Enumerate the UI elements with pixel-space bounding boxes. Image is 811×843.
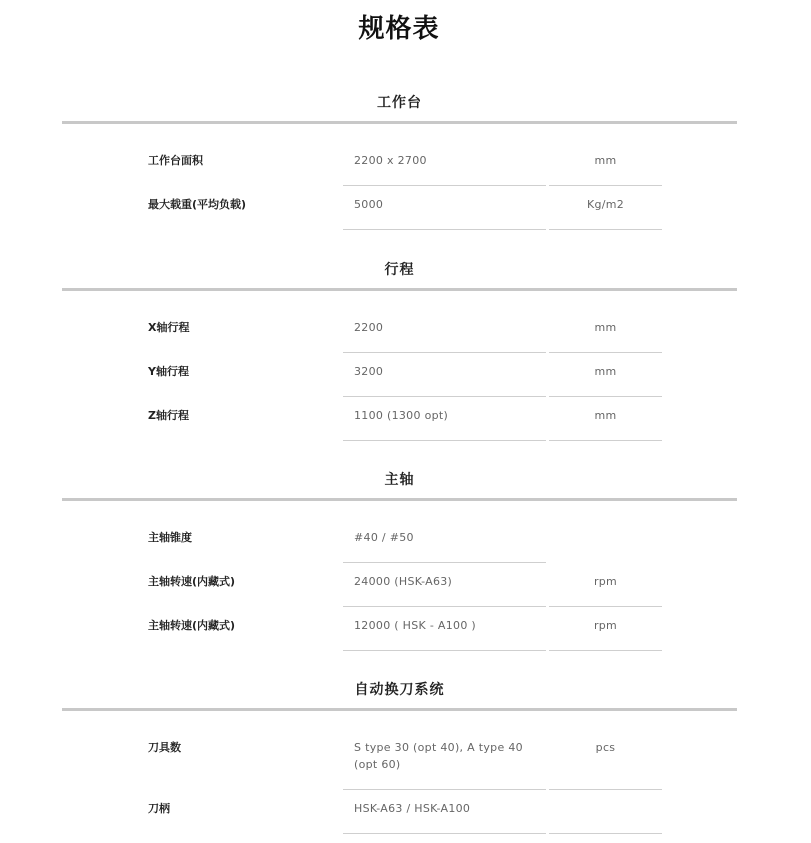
spec-value: 2200 x 2700	[343, 146, 546, 186]
spec-row	[62, 523, 737, 563]
section-spindle	[62, 468, 737, 651]
spec-label: X轴行程	[148, 321, 190, 334]
page-title: 规格表	[358, 14, 440, 44]
spec-value: 3200	[343, 353, 546, 397]
spec-unit	[549, 790, 662, 834]
spec-row	[62, 563, 737, 607]
section-title: 行程	[384, 262, 415, 278]
spec-row	[62, 186, 737, 230]
spec-label: 工作台面积	[148, 154, 203, 167]
spec-label: 主轴转速(内藏式)	[148, 619, 236, 632]
spec-value: S type 30 (opt 40), A type 40 (opt 60)	[343, 733, 546, 790]
spec-unit: Kg/m2	[549, 186, 662, 230]
spec-table	[62, 523, 737, 651]
spec-unit	[549, 523, 662, 563]
spec-unit: mm	[549, 353, 662, 397]
spec-row	[62, 607, 737, 651]
spec-label: 主轴转速(内藏式)	[148, 575, 236, 588]
spec-label: Y轴行程	[148, 365, 189, 378]
spec-label: 刀柄	[148, 802, 170, 815]
spec-label: 最大载重(平均负载)	[148, 198, 247, 211]
spec-row	[62, 353, 737, 397]
spec-value: #40 / #50	[343, 523, 546, 563]
section-divider	[62, 708, 737, 711]
spec-row	[62, 733, 737, 790]
section-divider	[62, 498, 737, 501]
spec-value: 2200	[343, 313, 546, 353]
spec-unit: rpm	[549, 607, 662, 651]
spec-value: 12000 ( HSK - A100 )	[343, 607, 546, 651]
spec-row	[62, 146, 737, 186]
spec-value: 1100 (1300 opt)	[343, 397, 546, 441]
spec-label: Z轴行程	[148, 409, 189, 422]
spec-row	[62, 790, 737, 834]
section-title: 主轴	[384, 472, 415, 488]
spec-table	[62, 733, 737, 834]
section-divider	[62, 121, 737, 124]
spec-value: HSK-A63 / HSK-A100	[343, 790, 546, 834]
spec-unit: mm	[549, 397, 662, 441]
spec-unit: pcs	[549, 733, 662, 790]
section-worktable	[62, 91, 737, 230]
section-atc	[62, 678, 737, 834]
spec-label: 主轴锥度	[148, 531, 192, 544]
spec-value: 5000	[343, 186, 546, 230]
spec-table	[62, 146, 737, 230]
spec-table	[62, 313, 737, 441]
spec-unit: mm	[549, 146, 662, 186]
section-divider	[62, 288, 737, 291]
spec-row	[62, 397, 737, 441]
section-travel	[62, 258, 737, 441]
spec-row	[62, 313, 737, 353]
spec-unit: rpm	[549, 563, 662, 607]
spec-unit: mm	[549, 313, 662, 353]
spec-value: 24000 (HSK-A63)	[343, 563, 546, 607]
spec-label: 刀具数	[148, 741, 181, 754]
section-title: 自动换刀系统	[354, 682, 445, 698]
section-title: 工作台	[377, 95, 422, 111]
